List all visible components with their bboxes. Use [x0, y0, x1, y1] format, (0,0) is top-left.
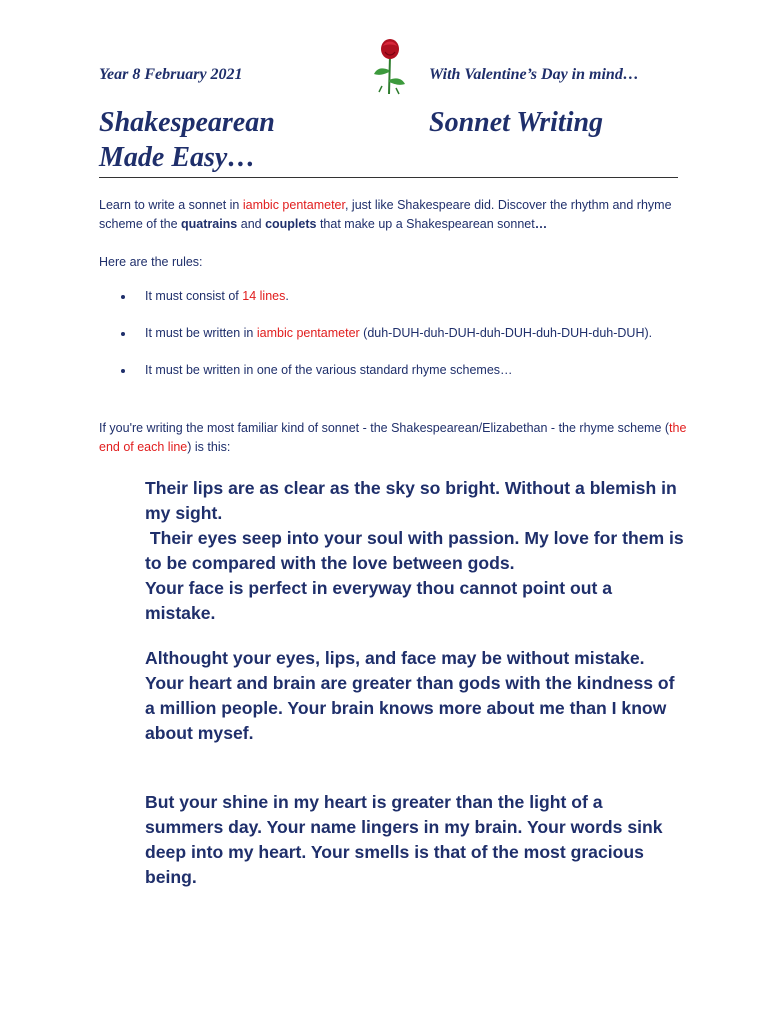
- rules-heading: Here are the rules:: [99, 255, 203, 269]
- title-divider: [99, 177, 678, 178]
- rule-item: [99, 287, 689, 306]
- rule-text: It must be written in one of the various standard rhyme schemes…: [145, 363, 513, 377]
- rule-text: It must consist of: [145, 289, 243, 303]
- scheme-text: ) is this:: [187, 440, 231, 454]
- date-heading: Year 8 February 2021: [99, 66, 243, 83]
- intro-text: Learn to write a sonnet in: [99, 198, 243, 212]
- intro-term-couplets: couplets: [265, 217, 317, 231]
- rhyme-scheme-paragraph: [99, 419, 689, 457]
- rules-list: [99, 287, 689, 398]
- rose-icon: [368, 36, 412, 98]
- poem-stanza-2: Althought your eyes, lips, and face may be without mistake. Your heart and brain are greater than gods with the kindness of a million people. Your brain knows more about me than I know about mysef.: [145, 648, 675, 743]
- intro-ellipsis: …: [534, 217, 548, 231]
- rule-highlight: iambic pentameter: [256, 326, 360, 340]
- intro-term-quatrains: quatrains: [181, 217, 238, 231]
- poem-line: Their lips are as clear as the sky so bright. Without a blemish in my sight.: [145, 478, 677, 523]
- scheme-text: If you're writing the most familiar kind of sonnet - the Shakespearean/Elizabethan - the rhyme scheme (: [99, 421, 670, 435]
- page-title-line2: Made Easy…: [99, 142, 256, 173]
- rule-item: [99, 324, 689, 343]
- rule-text: It must be written in: [145, 326, 257, 340]
- valentine-heading: With Valentine’s Day in mind…: [429, 66, 639, 83]
- rule-item: [99, 361, 689, 380]
- scheme-highlight: the end of each line: [99, 421, 687, 454]
- rule-highlight: 14 lines: [242, 289, 286, 303]
- page-title-right: Sonnet Writing: [429, 107, 604, 138]
- poem-stanza-1: [145, 476, 689, 626]
- page-title-line1: Shakespearean: [99, 107, 275, 138]
- intro-term-iambic: iambic pentameter: [242, 198, 345, 212]
- intro-paragraph: [99, 196, 689, 234]
- poem-stanza-3: But your shine in my heart is greater than the light of a summers day. Your name lingers in my brain. Your words sink deep into my heart. Your smells is that of the most gracious being.: [145, 792, 663, 887]
- poem-line: Your face is perfect in everyway thou cannot point out a mistake.: [145, 578, 612, 623]
- rule-text: .: [285, 289, 289, 303]
- intro-text: that make up a Shakespearean sonnet: [316, 217, 535, 231]
- rule-text: (duh-DUH-duh-DUH-duh-DUH-duh-DUH-duh-DUH).: [359, 326, 653, 340]
- intro-text: and: [237, 217, 266, 231]
- intro-text: , just like Shakespeare did. Discover the rhythm and rhyme scheme of the: [99, 198, 672, 231]
- poem-line: Their eyes seep into your soul with passion. My love for them is to be compared with the love between gods.: [145, 528, 689, 573]
